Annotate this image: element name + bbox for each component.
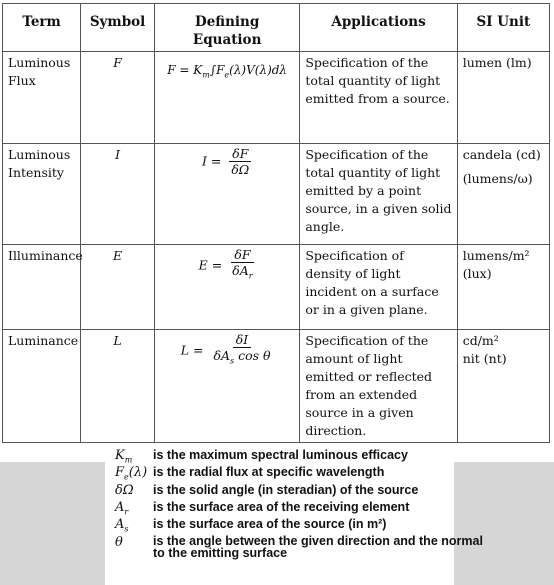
legend-description: is the surface area of the receiving element — [153, 500, 410, 514]
si-unit-alt: nit (nt) — [462, 351, 507, 366]
equation-cell: E = $\frac{\delta F}{\delta A_r}$ — [154, 245, 299, 330]
table-row — [3, 144, 550, 245]
si-unit-alt: (lux) — [462, 266, 492, 281]
table-header-row — [3, 4, 550, 52]
legend-symbol: $F_e(\lambda)$ — [115, 465, 148, 482]
si-unit-cell — [457, 52, 549, 144]
term-cell: Illuminance — [3, 245, 81, 330]
si-unit-cell — [457, 330, 549, 443]
legend-item — [115, 500, 409, 515]
term-cell: Luminous Flux — [3, 52, 81, 144]
equation-cell — [154, 52, 299, 144]
legend-description: is the solid angle (in steradian) of the source — [153, 483, 419, 497]
si-unit-alt: (lumens/ω) — [462, 171, 533, 186]
si-unit: lumens/m² — [462, 248, 530, 263]
symbol-cell: I — [81, 144, 155, 245]
equation-fraction: $\frac{\delta I}{\delta A_s \cos \theta}$ — [213, 332, 271, 366]
equation-cell: I = $\frac{\delta F}{\delta\Omega}$ — [154, 144, 299, 245]
legend-symbol: δΩ — [115, 483, 134, 498]
legend-description: is the radial flux at specific wavelength — [153, 465, 385, 479]
photometric-units-table — [2, 3, 550, 443]
si-unit: candela (cd) — [462, 147, 541, 162]
legend-symbol: $A_s$ — [115, 517, 129, 534]
equation-fraction: $\frac{\delta F}{\delta\Omega}$ — [228, 146, 252, 177]
legend-item — [115, 534, 483, 560]
legend-item — [115, 448, 408, 463]
table-row — [3, 245, 550, 330]
equation-fraction: $\frac{\delta F}{\delta A_r}$ — [232, 247, 253, 281]
header-si-unit: SI Unit — [457, 4, 549, 52]
symbol-cell: F — [81, 52, 155, 144]
symbol-cell: E — [81, 245, 155, 330]
legend-item — [115, 483, 418, 498]
applications-cell: Specification of the total quantity of light emitted by a point source, in a given solid angle. — [300, 144, 457, 245]
legend-symbol: θ — [115, 535, 123, 550]
term-cell: Luminance — [3, 330, 81, 443]
equation-cell: L = $\frac{\delta I}{\delta A_s \cos \theta}$ — [154, 330, 299, 443]
legend-description: is the surface area of the source (in m²) — [153, 517, 387, 531]
header-applications: Applications — [300, 4, 457, 52]
equation: $F = K_m\int F_e(\lambda)V(\lambda)d\lambda$ — [167, 63, 288, 80]
legend-item — [115, 517, 386, 532]
si-unit-cell — [457, 144, 549, 245]
header-symbol: Symbol — [81, 4, 155, 52]
applications-cell: Specification of the total quantity of light emitted from a source. — [300, 52, 457, 144]
si-unit: cd/m² — [462, 333, 499, 348]
legend-item — [115, 465, 384, 480]
term-cell: Luminous Intensity — [3, 144, 81, 245]
table-row — [3, 330, 550, 443]
table-row — [3, 52, 550, 144]
si-unit-cell — [457, 245, 549, 330]
symbol-cell: L — [81, 330, 155, 443]
header-term: Term — [3, 4, 81, 52]
legend-symbol: $A_r$ — [115, 500, 129, 517]
applications-cell: Specification of density of light incident on a surface or in a given plane. — [300, 245, 457, 330]
si-unit: lumen (lm) — [462, 55, 532, 70]
applications-cell: Specification of the amount of light emitted or reflected from an extended source in a given direction. — [300, 330, 457, 443]
legend-description: is the angle between the given direction and the normal to the emitting surface — [153, 534, 483, 560]
legend-description: is the maximum spectral luminous efficacy — [153, 448, 408, 462]
header-equation: Defining Equation — [154, 4, 299, 52]
legend-symbol: $K_m$ — [115, 448, 133, 465]
